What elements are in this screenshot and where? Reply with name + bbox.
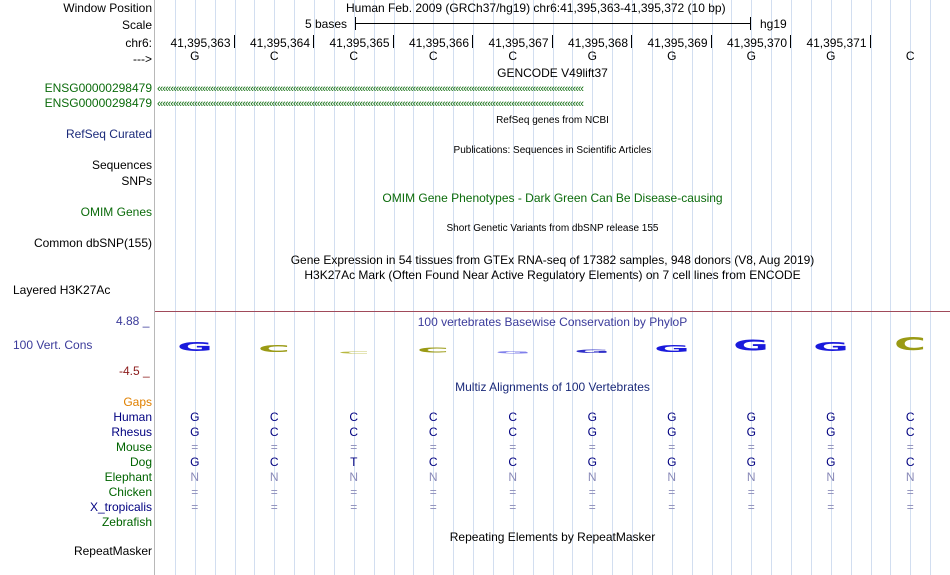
alignment-base: C	[269, 425, 279, 439]
alignment-base: =	[668, 485, 676, 499]
alignment-base: N	[826, 470, 836, 484]
alignment-base: =	[827, 500, 835, 514]
multiz-track-title: Multiz Alignments of 100 Vertebrates	[455, 380, 650, 394]
window-position-value: Human Feb. 2009 (GRCh37/hg19) chr6:41,395,363-41,395,372 (10 bp)	[346, 1, 726, 15]
ruler-position: 41,395,366	[408, 36, 469, 50]
conservation-letter: C	[417, 346, 450, 355]
alignment-base: N	[269, 470, 279, 484]
alignment-base: =	[350, 500, 358, 514]
gencode-track-title: GENCODE V49lift37	[497, 66, 608, 80]
alignment-base: N	[428, 470, 438, 484]
conservation-letter: G	[177, 340, 213, 355]
alignment-base: C	[269, 410, 279, 424]
alignment-base: =	[270, 440, 278, 454]
species-label[interactable]: X_tropicalis	[89, 500, 152, 514]
snps-track-label[interactable]: SNPs	[121, 174, 152, 188]
alignment-base: N	[508, 470, 518, 484]
conservation-letter: G	[813, 340, 849, 355]
alignment-base: C	[905, 425, 915, 439]
reference-base: C	[269, 49, 279, 63]
gencode-gene-label-1[interactable]: ENSG00000298479	[44, 81, 152, 95]
alignment-base: G	[746, 455, 756, 469]
alignment-base: C	[905, 455, 915, 469]
conservation-letter: G	[654, 343, 690, 355]
alignment-base: C	[508, 425, 518, 439]
alignment-base: =	[588, 440, 596, 454]
ruler-position: 41,395,367	[488, 36, 549, 50]
alignment-base: =	[191, 440, 199, 454]
ruler-tick	[393, 35, 394, 48]
reference-base: G	[746, 49, 756, 63]
alignment-base: C	[269, 455, 279, 469]
reference-base: G	[826, 49, 836, 63]
scale-assembly: hg19	[760, 17, 787, 31]
species-label[interactable]: Rhesus	[111, 425, 152, 439]
scale-bar	[355, 23, 751, 24]
conservation-letter: C	[337, 351, 370, 355]
ruler-position: 41,395,369	[647, 36, 708, 50]
h3k27ac-track-label[interactable]: Layered H3K27Ac	[13, 283, 111, 297]
alignment-base: =	[906, 440, 914, 454]
species-label[interactable]: Gaps	[123, 395, 152, 409]
reference-base: C	[349, 49, 359, 63]
alignment-base: =	[270, 500, 278, 514]
refseq-track-title: RefSeq genes from NCBI	[496, 115, 609, 126]
species-label[interactable]: Chicken	[108, 485, 152, 499]
ruler-tick	[313, 35, 314, 48]
alignment-base: G	[667, 410, 677, 424]
ruler-position: 41,395,363	[170, 36, 231, 50]
gencode-gene-label-2[interactable]: ENSG00000298479	[44, 96, 152, 110]
species-label[interactable]: Elephant	[104, 470, 152, 484]
conservation-letter: G	[733, 337, 769, 355]
species-label[interactable]: Dog	[129, 455, 152, 469]
alignment-base: G	[826, 425, 836, 439]
alignment-base: N	[349, 470, 359, 484]
alignment-base: =	[747, 440, 755, 454]
alignment-base: N	[667, 470, 677, 484]
alignment-base: G	[587, 455, 597, 469]
alignment-base: C	[508, 410, 518, 424]
alignment-base: C	[349, 425, 359, 439]
alignment-base: =	[429, 485, 437, 499]
alignment-base: =	[747, 485, 755, 499]
ruler-tick	[472, 35, 473, 48]
dbsnp-track-label[interactable]: Common dbSNP(155)	[33, 236, 152, 250]
conservation-letter: G	[495, 350, 531, 355]
alignment-base: =	[191, 500, 199, 514]
chrom-label: chr6:	[125, 36, 152, 50]
window-position-label: Window Position	[63, 1, 152, 15]
alignment-base: =	[350, 485, 358, 499]
alignment-base: G	[587, 410, 597, 424]
dbsnp-track-title: Short Genetic Variants from dbSNP release 155	[446, 223, 659, 234]
alignment-base: G	[667, 455, 677, 469]
alignment-base: G	[746, 425, 756, 439]
refseq-track-label[interactable]: RefSeq Curated	[65, 127, 152, 141]
alignment-base: =	[827, 485, 835, 499]
alignment-base: G	[190, 410, 200, 424]
omim-track-label[interactable]: OMIM Genes	[80, 205, 152, 219]
alignment-base: =	[509, 485, 517, 499]
strand-arrow-label: --->	[133, 52, 152, 66]
species-label[interactable]: Human	[113, 410, 152, 424]
cons-min-label: -4.5 _	[119, 364, 150, 378]
cons-track-title: 100 vertebrates Basewise Conservation by PhyloP	[417, 315, 688, 329]
alignment-base: C	[905, 410, 915, 424]
sequences-track-title: Publications: Sequences in Scientific Articles	[453, 145, 652, 156]
scale-label: Scale	[121, 18, 152, 32]
alignment-base: C	[508, 455, 518, 469]
ruler-tick	[870, 35, 871, 48]
cons-track-label[interactable]: 100 Vert. Cons	[13, 338, 93, 352]
alignment-base: G	[190, 455, 200, 469]
gene-strand-chevrons: ‹‹‹‹‹‹‹‹‹‹‹‹‹‹‹‹‹‹‹‹‹‹‹‹‹‹‹‹‹‹‹‹‹‹‹‹‹‹‹‹‹‹‹‹‹‹‹‹‹‹‹‹‹‹‹‹‹‹‹‹‹‹‹‹‹‹‹‹‹‹‹‹‹‹‹‹‹‹‹‹‹‹‹‹‹‹‹‹‹‹‹‹‹‹‹‹‹‹‹‹‹‹‹‹‹‹‹‹‹‹‹‹‹‹‹‹‹‹‹‹‹‹‹‹‹‹‹‹‹‹‹‹‹‹‹‹‹‹‹‹‹‹‹‹‹‹‹‹‹‹‹‹‹‹‹‹‹‹‹‹	[157, 83, 584, 94]
alignment-base: C	[428, 425, 438, 439]
sequences-track-label[interactable]: Sequences	[91, 158, 152, 172]
gencode-gene-feature-2[interactable]	[157, 97, 949, 109]
alignment-base: =	[191, 485, 199, 499]
alignment-base: C	[349, 410, 359, 424]
alignment-base: =	[906, 485, 914, 499]
ruler-tick	[552, 35, 553, 48]
gene-strand-chevrons: ‹‹‹‹‹‹‹‹‹‹‹‹‹‹‹‹‹‹‹‹‹‹‹‹‹‹‹‹‹‹‹‹‹‹‹‹‹‹‹‹‹‹‹‹‹‹‹‹‹‹‹‹‹‹‹‹‹‹‹‹‹‹‹‹‹‹‹‹‹‹‹‹‹‹‹‹‹‹‹‹‹‹‹‹‹‹‹‹‹‹‹‹‹‹‹‹‹‹‹‹‹‹‹‹‹‹‹‹‹‹‹‹‹‹‹‹‹‹‹‹‹‹‹‹‹‹‹‹‹‹‹‹‹‹‹‹‹‹‹‹‹‹‹‹‹‹‹‹‹‹‹‹‹‹‹‹‹‹‹‹	[157, 98, 584, 109]
omim-track-title: OMIM Gene Phenotypes - Dark Green Can Be Disease-causing	[382, 191, 723, 205]
species-label[interactable]: Zebrafish	[101, 515, 152, 529]
alignment-base: G	[746, 410, 756, 424]
scale-bar-left-end	[355, 17, 356, 30]
repeatmasker-track-label[interactable]: RepeatMasker	[73, 544, 152, 558]
ruler-position: 41,395,365	[329, 36, 390, 50]
conservation-letter: C	[894, 334, 927, 355]
reference-base: C	[905, 49, 915, 63]
repeatmasker-track-title: Repeating Elements by RepeatMasker	[449, 530, 656, 544]
reference-base: G	[190, 49, 200, 63]
alignment-base: T	[350, 455, 358, 469]
h3k27ac-track-baseline	[155, 311, 950, 312]
gtex-track-title: Gene Expression in 54 tissues from GTEx RNA-seq of 17382 samples, 948 donors (V8, Aug 2019)	[290, 253, 815, 267]
ruler-tick	[631, 35, 632, 48]
alignment-base: =	[509, 440, 517, 454]
alignment-base: =	[509, 500, 517, 514]
reference-base: C	[428, 49, 438, 63]
ruler-position: 41,395,371	[806, 36, 867, 50]
alignment-base: G	[667, 425, 677, 439]
alignment-base: =	[429, 500, 437, 514]
scale-text: 5 bases	[305, 17, 348, 31]
alignment-base: G	[587, 425, 597, 439]
cons-max-label: 4.88 _	[116, 314, 150, 328]
alignment-base: C	[428, 455, 438, 469]
ruler-position: 41,395,364	[249, 36, 310, 50]
conservation-letter: G	[574, 348, 610, 355]
h3k27ac-track-title: H3K27Ac Mark (Often Found Near Active Regulatory Elements) on 7 cell lines from ENCODE	[304, 268, 801, 282]
reference-base: C	[508, 49, 518, 63]
alignment-base: =	[906, 500, 914, 514]
reference-base: G	[587, 49, 597, 63]
alignment-base: N	[587, 470, 597, 484]
conservation-letter: C	[258, 343, 291, 355]
ruler-tick	[711, 35, 712, 48]
alignment-base: =	[429, 440, 437, 454]
alignment-base: =	[350, 440, 358, 454]
alignment-base: =	[827, 440, 835, 454]
alignment-base: =	[270, 485, 278, 499]
alignment-base: =	[588, 485, 596, 499]
alignment-base: =	[668, 440, 676, 454]
alignment-base: G	[190, 425, 200, 439]
ruler-position: 41,395,368	[567, 36, 628, 50]
species-label[interactable]: Mouse	[115, 440, 152, 454]
alignment-base: G	[826, 410, 836, 424]
alignment-base: C	[428, 410, 438, 424]
alignment-base: N	[905, 470, 915, 484]
alignment-base: =	[588, 500, 596, 514]
ruler-tick	[234, 35, 235, 48]
label-separator	[154, 0, 155, 575]
reference-base: G	[667, 49, 677, 63]
alignment-base: =	[747, 500, 755, 514]
gencode-gene-feature-1[interactable]	[157, 82, 949, 94]
alignment-base: N	[746, 470, 756, 484]
ruler-position: 41,395,370	[726, 36, 787, 50]
alignment-base: G	[826, 455, 836, 469]
scale-bar-right-end	[750, 17, 751, 30]
ruler-tick	[790, 35, 791, 48]
alignment-base: N	[190, 470, 200, 484]
alignment-base: =	[668, 500, 676, 514]
